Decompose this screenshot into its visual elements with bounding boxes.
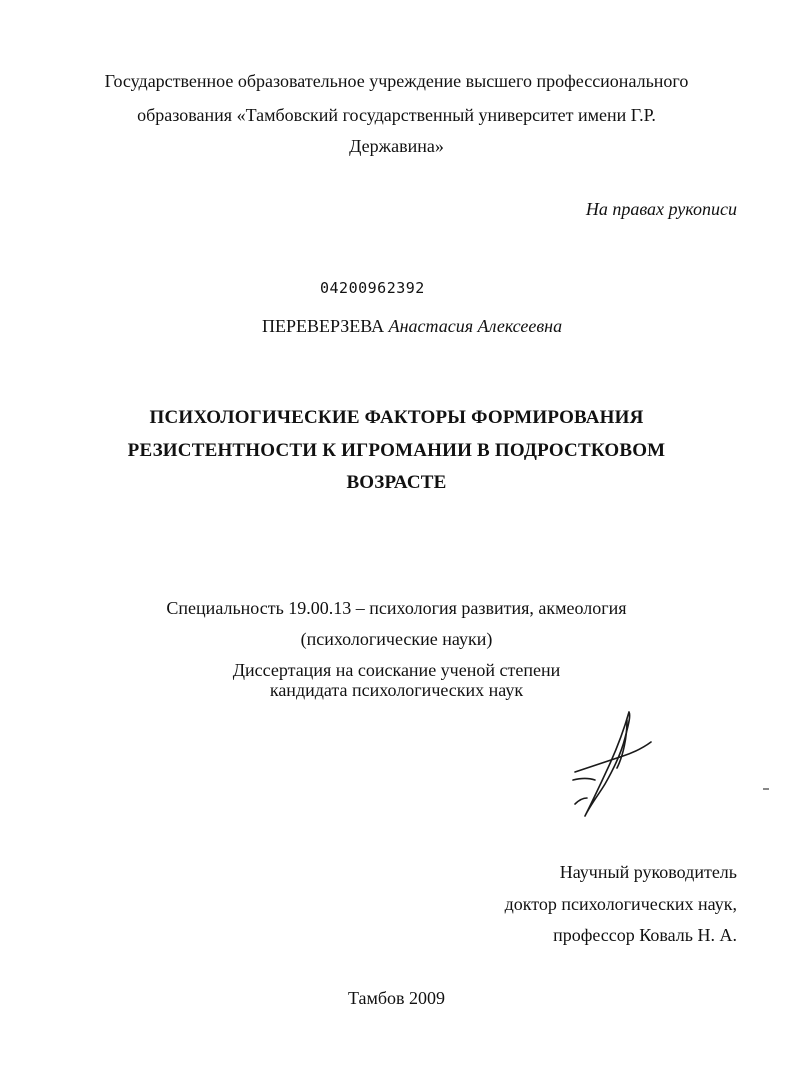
institution-line-3: Державина» xyxy=(349,136,444,156)
institution-line-1: Государственное образовательное учреждение высшего профессионального xyxy=(104,71,689,91)
author-name xyxy=(262,315,562,337)
specialty-line-1: Специальность 19.00.13 – психология развития, акмеология xyxy=(166,598,627,618)
manuscript-note: На правах рукописи xyxy=(585,199,737,219)
author-surname: ПЕРЕВЕРЗЕВА xyxy=(262,316,385,336)
title-line-2: РЕЗИСТЕНТНОСТИ К ИГРОМАНИИ В ПОДРОСТКОВОМ xyxy=(127,440,666,461)
title-line-1: ПСИХОЛОГИЧЕСКИЕ ФАКТОРЫ ФОРМИРОВАНИЯ xyxy=(149,407,644,428)
scan-speck xyxy=(763,788,769,790)
supervisor-label: Научный руководитель xyxy=(559,862,737,882)
place-year: Тамбов 2009 xyxy=(347,988,446,1008)
degree-line-1: Диссертация на соискание ученой степени xyxy=(232,660,561,680)
specialty-line-2: (психологические науки) xyxy=(300,629,493,649)
signature-image xyxy=(565,708,665,823)
supervisor-name: профессор Коваль Н. А. xyxy=(553,925,737,945)
supervisor-degree: доктор психологических наук, xyxy=(504,894,737,914)
degree-line-2: кандидата психологических наук xyxy=(269,680,524,700)
title-line-3: ВОЗРАСТЕ xyxy=(346,472,447,493)
registry-number: 04200962392 xyxy=(320,279,425,297)
author-given-names: Анастасия Алексеевна xyxy=(388,316,563,336)
institution-line-2: образования «Тамбовский государственный университет имени Г.Р. xyxy=(137,105,656,125)
